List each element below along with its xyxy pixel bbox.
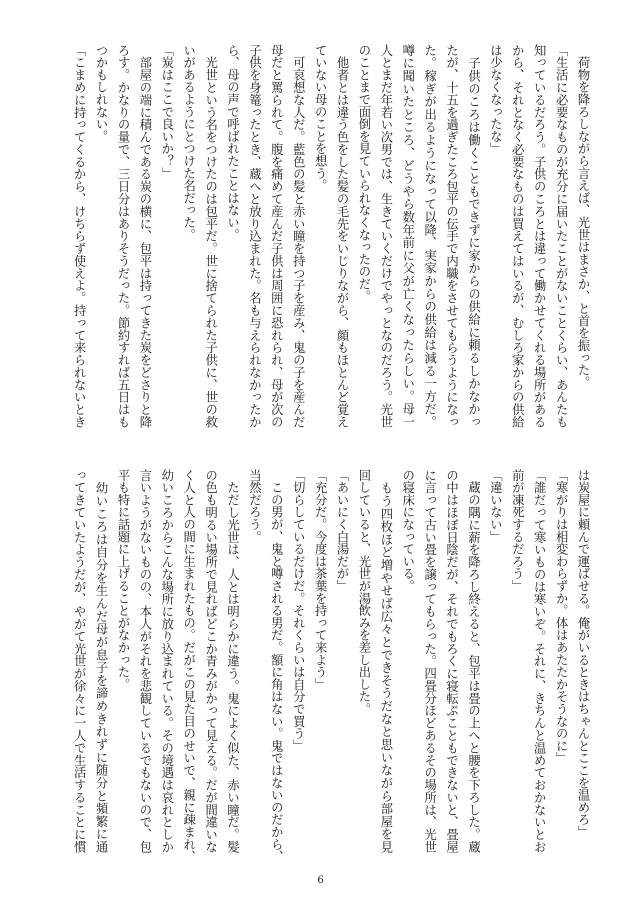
text-column: 部屋の端に積んである炭の横に、包平は持ってきた炭をどさりと降: [137, 44, 152, 428]
text-column: た。稼ぎが出るようになって以降、実家からの供給は減る一方だ。: [422, 44, 437, 428]
text-column: 平も特に話題に上げることがなかった。: [115, 469, 130, 691]
text-column: つかもしれない。: [94, 44, 109, 143]
text-column: この男が、鬼と噂される男だ。額に角はない。鬼ではないのだから、: [269, 469, 284, 863]
text-column: のことまで面倒を見ていられなくなったのだ。: [356, 44, 371, 303]
text-column: の中はほぼ日陰だが、それでもろくに寝転ぶこともできないと、畳屋: [444, 469, 459, 853]
text-column: 荷物を降ろしながら言えば、光世はまさか、と首を振った。: [576, 44, 590, 389]
text-column: 知っているだろう。子供のころとは違って働かせてくれる場所がある: [532, 44, 547, 428]
text-column: 「誰だって寒いものは寒いぞ。それに、きちんと温めておかないとお: [532, 469, 547, 853]
text-column: 「違いない」: [488, 469, 503, 543]
text-column: く人と人の間に生まれたもの。だがこの見た目のせいで、親に疎まれ、: [181, 469, 196, 863]
text-column: ってきていたようだが、やがて光世が徐々に一人で生活することに慣: [72, 469, 87, 853]
page-number: 6: [317, 875, 324, 886]
text-column: 子供を身篭ったとき、蔵へと放り込まれた。名も与えられなかったか: [247, 44, 262, 428]
text-column: 「あいにく白湯だが」: [335, 469, 350, 592]
text-column: 「寒がりは相変わらずか。体はあたたかそうなのに」: [554, 469, 569, 765]
text-column: 「こまめに持ってくるから、けちらず使えよ。持って来られないとき: [72, 44, 87, 428]
text-column: 可哀想な人だ。藍色の髪と赤い瞳を持つ子を産み、鬼の子を産んだ: [291, 44, 306, 428]
text-column: の色も明るい場所で見ればどこか青みがかって見える。だが間違いな: [203, 469, 218, 853]
text-column: 幼いころからこんな場所に放り込まれている。その境遇は哀れとしか: [159, 469, 174, 853]
text-column: 蔵の隅に薪を降ろし終えると、包平は畳の上へと腰を下ろした。蔵: [466, 469, 481, 853]
text-column: ろす。かなりの量で、三日分はありそうだった。節約すれば五日はも: [115, 44, 130, 428]
text-column: から、それとなく必要なものは買えてはいるが、むしろ家からの供給: [510, 44, 525, 428]
text-column: 母だと罵られて。腹を痛めて産んだ子供は周囲に恐れられ、母が次の: [269, 44, 284, 428]
text-column: ら、母の声で呼ばれたことはない。: [225, 44, 240, 241]
text-column: いがあるようにとつけた名だった。: [181, 44, 196, 241]
text-column: 光世という名をつけたのは包平だ。世に捨てられた子供に、世の救: [203, 44, 218, 428]
lower-text-block: [67, 469, 593, 863]
text-column: 子供のころは働くこともできずに家からの供給に頼るしかなかっ: [466, 44, 481, 428]
text-column: ていない母のことを想う。: [313, 44, 328, 192]
text-column: 言いようがないものの、本人がそれを悲観しているでもないので、包: [137, 469, 152, 853]
text-column: もう四枚ほど増やせば広々とできそうだなと思いながら部屋を見: [378, 469, 393, 853]
text-column: 「切らしているだけだ。それくらいは自分で買う」: [291, 469, 306, 752]
text-column: は炭屋に頼んで運ばせる。俺がいるときはちゃんとここを温めろ」: [576, 469, 590, 838]
text-column: 前が凍死するだろう」: [510, 469, 525, 592]
text-column: 当然だろう。: [247, 469, 262, 543]
text-column: 他者とは違う色をした髪の毛先をいじりながら、顔もほとんど覚え: [335, 44, 350, 428]
text-column: は少なくなったな」: [488, 44, 503, 155]
text-column: 「生活に必要なものが充分に届いたことがないことくらい、あんたも: [554, 44, 569, 428]
text-column: ただし光世は、人とは明らかに違う。鬼によく似た、赤い瞳だ。髪: [225, 469, 240, 853]
text-column: 「炭はここで良いか？」: [159, 44, 174, 180]
text-column: 回していると、光世が湯飲みを差し出した。: [356, 469, 371, 715]
text-column: に言って古い畳を譲ってもらった。四畳分ほどあるその場所は、光世: [422, 469, 437, 853]
upper-text-block: [67, 44, 593, 428]
text-column: 噂に聞いたところ、どうやら数年前に父が亡くなったらしい。母一: [400, 44, 415, 428]
text-column: の寝床になっている。: [400, 469, 415, 592]
text-column: 人とまだ年若い次男では、生きていくだけでやっとなのだろう。光世: [378, 44, 393, 428]
text-column: 「充分だ。今度は茶葉を持って来よう」: [313, 469, 328, 691]
text-column: 幼いころは自分を生んだ母が息子を諦めきれずに随分と頻繁に通: [94, 469, 109, 853]
text-column: たが、十五を過ぎたころ包平の伝手で内職をさせてもらうようになっ: [444, 44, 459, 428]
